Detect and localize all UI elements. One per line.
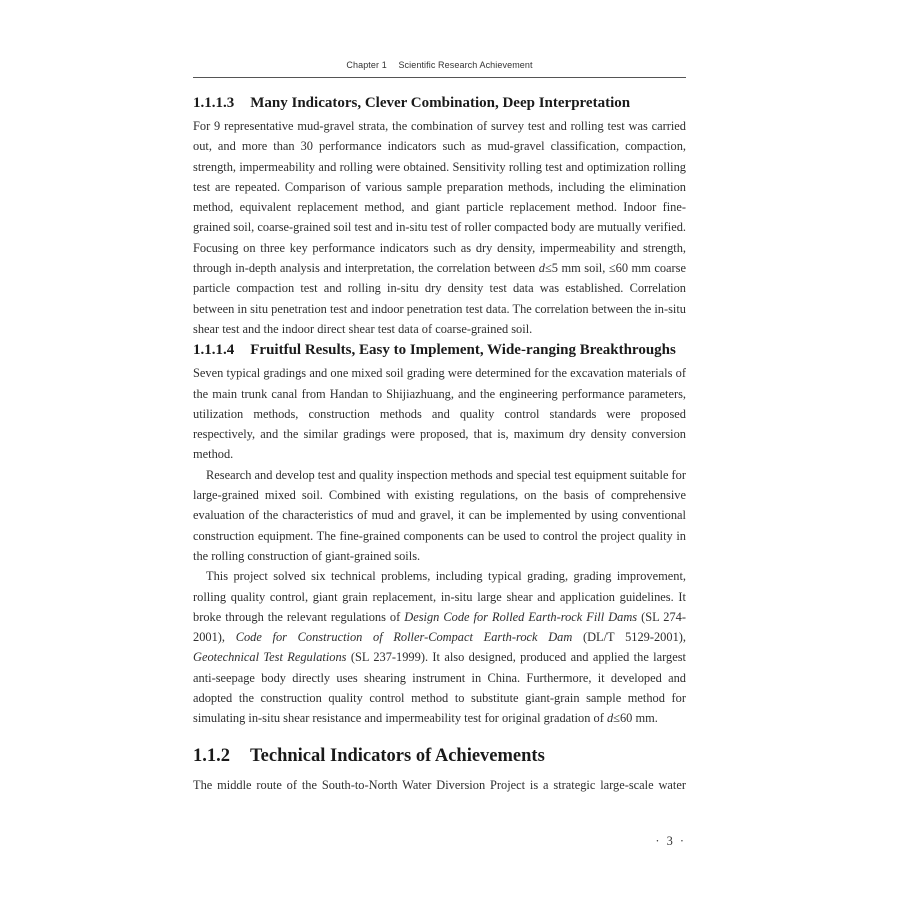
page-content: [193, 92, 686, 795]
paragraph-1114-1: Seven typical gradings and one mixed soil grading were determined for the excavation materials of the main trunk canal from Handan to Shijiazhuang, and the engineering performance parameters, utilization methods, construction methods and quality control standards were proposed respectively, and the similar gradings were proposed, that is, maximum dry density conversion method.: [193, 366, 686, 462]
header-divider: [193, 77, 686, 78]
running-header: [193, 60, 686, 70]
header-chapter: Chapter 1: [346, 60, 387, 70]
heading-title: Many Indicators, Clever Combination, Deep Interpretation: [250, 95, 631, 111]
heading-1-1-2: [193, 743, 686, 769]
citation-geotechnical-regulations: Geotechnical Test Regulations: [193, 650, 347, 665]
paragraph-1114-3: This project solved six technical problems, including typical grading, grading improvement, rolling quality control, giant grain replacement, in-situ large shear and application guidelines. It broke through the relevant regulations of Design Code for Rolled Earth-rock Fill Dams (SL 274-2001), Code for Construction of Roller-Compact Earth-rock Dam (DL/T 5129-2001), Geotechnical Test Regulations (SL 237-1999). It also designed, produced and applied the largest anti-seepage body directly uses shearing instrument in China. Furthermore, it developed and adopted the construction quality control method to substitute giant-grain sample method for simulating in-situ shear resistance and impermeability test for original gradation of d≤60 mm.: [193, 569, 686, 726]
heading-number: 1.1.1.3: [193, 95, 235, 111]
heading-title: Technical Indicators of Achievements: [250, 745, 545, 766]
variable-d: d: [538, 261, 545, 276]
heading-1-1-1-3: [193, 92, 686, 114]
paragraph-1114-2: Research and develop test and quality inspection methods and special test equipment suitable for large-grained mixed soil. Combined with existing regulations, on the basis of comprehensive evaluation of the characteristics of mud and gravel, it can be implemented by using conventional construction equipment. The fine-grained components can be used to control the project quality in the rolling construction of giant-grained soils.: [193, 467, 687, 563]
citation-design-code: Design Code for Rolled Earth-rock Fill Dams: [404, 609, 638, 624]
header-title: Scientific Research Achievement: [398, 60, 533, 70]
heading-1-1-1-4: [193, 339, 686, 361]
page-number: · 3 ·: [655, 834, 686, 848]
paragraph-112-1: The middle route of the South-to-North Water Diversion Project is a strategic large-scale water: [193, 777, 686, 792]
citation-construction-code: Code for Construction of Roller-Compact Earth-rock Dam: [235, 630, 573, 645]
heading-number: 1.1.2: [193, 745, 230, 766]
paragraph-1113-1: For 9 representative mud-gravel strata, the combination of survey test and rolling test was carried out, and more than 30 performance indicators such as mud-gravel classification, compaction, strength, impermeability and rolling were obtained. Sensitivity rolling test and optimization rolling test are repeated. Comparison of various sample preparation methods, including the elimination method, equivalent replacement method, and giant particle replacement method. Indoor fine-grained soil, coarse-grained soil test and in-situ test of roller compacted body are mutually verified. Focusing on three key performance indicators such as dry density, impermeability and strength, through in-depth analysis and interpretation, the correlation between d≤5 mm soil, ≤60 mm coarse particle compaction test and rolling in-situ dry density test data was established. Correlation between in situ penetration test and indoor penetration test data. The correlation between the in-situ shear test and the indoor direct shear test data of coarse-grained soil.: [193, 119, 686, 336]
heading-title: Fruitful Results, Easy to Implement, Wide-ranging Breakthroughs: [250, 342, 676, 359]
heading-number: 1.1.1.4: [193, 342, 235, 359]
variable-d: d: [606, 711, 614, 726]
